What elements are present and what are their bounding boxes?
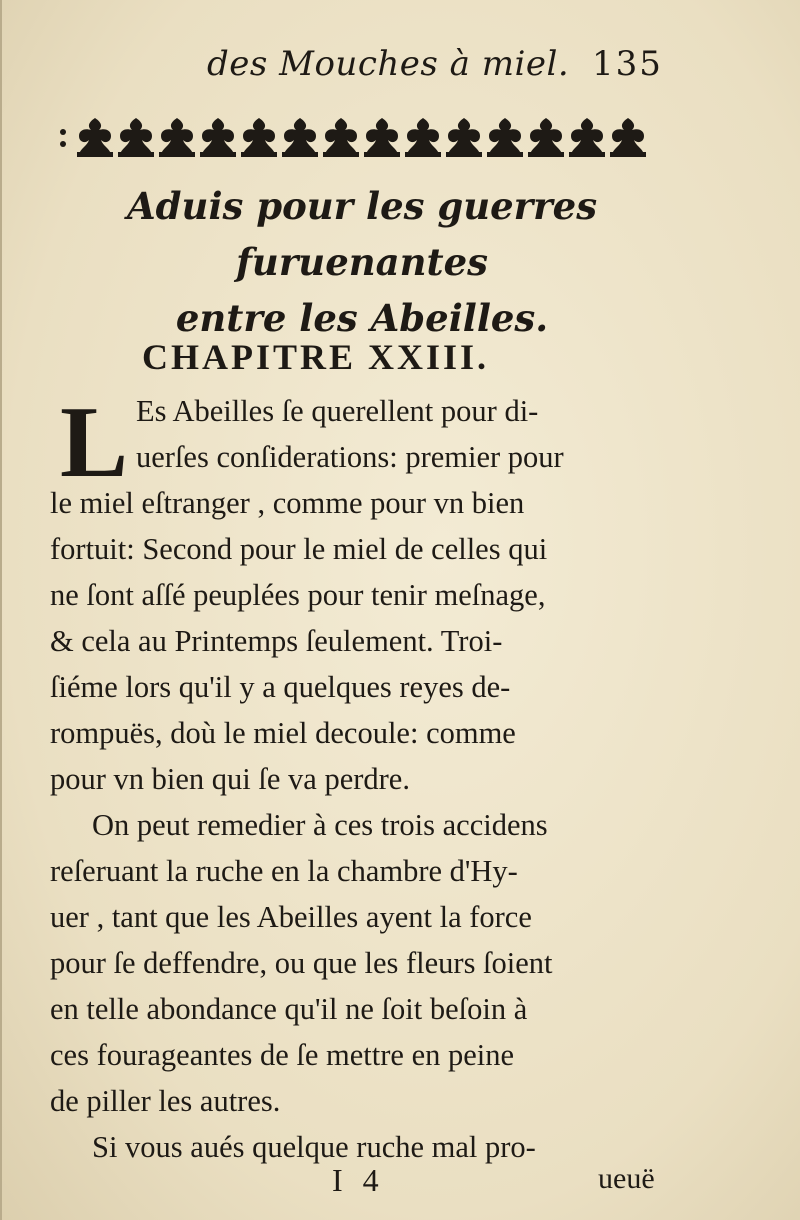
body-line: ſiéme lors qu'il y a quelques reyes de-: [50, 670, 511, 704]
body-line: Si vous aués quelque ruche mal pro-: [92, 1130, 536, 1164]
drop-capital: L: [60, 386, 129, 499]
body-line: en telle abondance qu'il ne ſoit beſoin à: [50, 992, 528, 1026]
signature-mark: I 4: [332, 1162, 385, 1198]
heading-line-1: Aduis pour les guerres furuenantes: [126, 184, 598, 284]
body-line: reſeruant la ruche en la chambre d'Hy-: [50, 854, 518, 888]
chapter-number: CHAPITRE XXIII.: [142, 337, 490, 377]
body-line: uer , tant que les Abeilles ayent la force: [50, 900, 532, 934]
body-line: pour vn bien qui ſe va perdre.: [50, 762, 410, 796]
body-line: uerſes conſiderations: premier pour: [136, 440, 564, 474]
body-line: Es Abeilles ſe querellent pour di-: [136, 394, 539, 428]
running-head: [2, 38, 800, 88]
body-line: le miel eſtranger , comme pour vn bien: [50, 486, 525, 520]
page-number: 135: [592, 44, 663, 84]
body-line: ne ſont aſſé peuplées pour tenir meſnage,: [50, 578, 546, 612]
body-line: fortuit: Second pour le miel de celles qui: [50, 532, 548, 566]
body-line: de piller les autres.: [50, 1084, 281, 1118]
body-line: & cela au Printemps ſeulement. Troi-: [50, 624, 503, 658]
chapter-heading: [42, 178, 682, 346]
body-line: rompuës, doù le miel decoule: comme: [50, 716, 516, 750]
body-line: On peut remedier à ces trois accidens: [92, 808, 548, 842]
catchword: ueuë: [598, 1162, 655, 1195]
body-line: ces fourageantes de ſe mettre en peine: [50, 1038, 515, 1072]
fleuron-band-icon: [57, 112, 657, 162]
heading-line-2: entre les Abeilles.: [175, 296, 549, 340]
running-head-title: des Mouches à miel.: [207, 44, 570, 84]
body-line: pour ſe deffendre, ou que les fleurs ſoient: [50, 946, 553, 980]
body-text: [50, 388, 676, 1170]
